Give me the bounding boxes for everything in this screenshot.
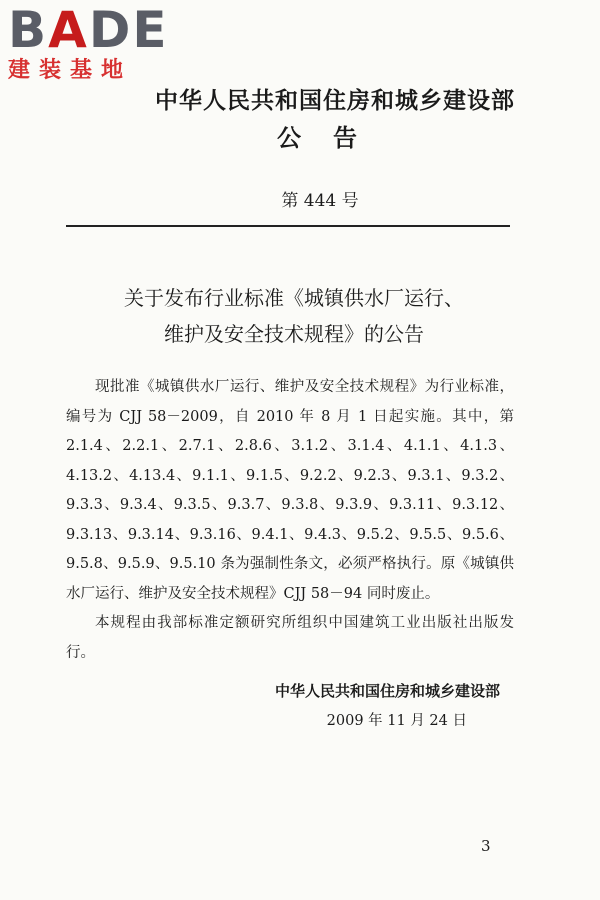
body-paragraph: 现批准《城镇供水厂运行、维护及安全技术规程》为行业标准，编号为 CJJ 58－2009，自 2010 年 8 月 1 日起实施。其中，第 2.1.4、2.2.1、2.7.1、2.8.6、3.1.2、3.1.4、4.1.1、4.1.3、4.13.2、4.13.4、9.1.1、9.1.5、9.2.2、9.2.3、9.3.1、9.3.2、9.3.3、9.3.4、9.3.5、9.3.7、9.3.8、9.3.9、9.3.11、9.3.12、9.3.13、9.3.14、9.3.16、9.4.1、9.4.3、9.5.2、9.5.5、9.5.6、9.5.8、9.5.9、9.5.10 条为强制性条文，必须严格执行。原《城镇供水厂运行、维护及安全技术规程》CJJ 58－94 同时废止。: [66, 379, 514, 602]
notice-subject: [64, 280, 524, 352]
issue-date: 2009 年 11 月 24 日: [326, 713, 467, 729]
header-divider: [66, 225, 510, 227]
subject-line-1: 关于发布行业标准《城镇供水厂运行、: [124, 286, 464, 310]
page-number: 3: [481, 837, 491, 855]
notice-title: 公告: [277, 124, 389, 152]
subject-line-2: 维护及安全技术规程》的公告: [164, 322, 424, 346]
logo-tagline: 建装基地: [8, 58, 133, 83]
issuing-ministry: 中华人民共和国住房和城乡建设部: [155, 88, 515, 114]
body-paragraph: 本规程由我部标准定额研究所组织中国建筑工业出版社出版发行。: [66, 615, 514, 661]
document-number: 第 444 号: [281, 191, 359, 211]
notice-body: [66, 373, 514, 668]
logo-brand: BADE: [8, 1, 169, 59]
watermark-logo: [8, 1, 178, 84]
signer: 中华人民共和国住房和城乡建设部: [274, 682, 500, 700]
